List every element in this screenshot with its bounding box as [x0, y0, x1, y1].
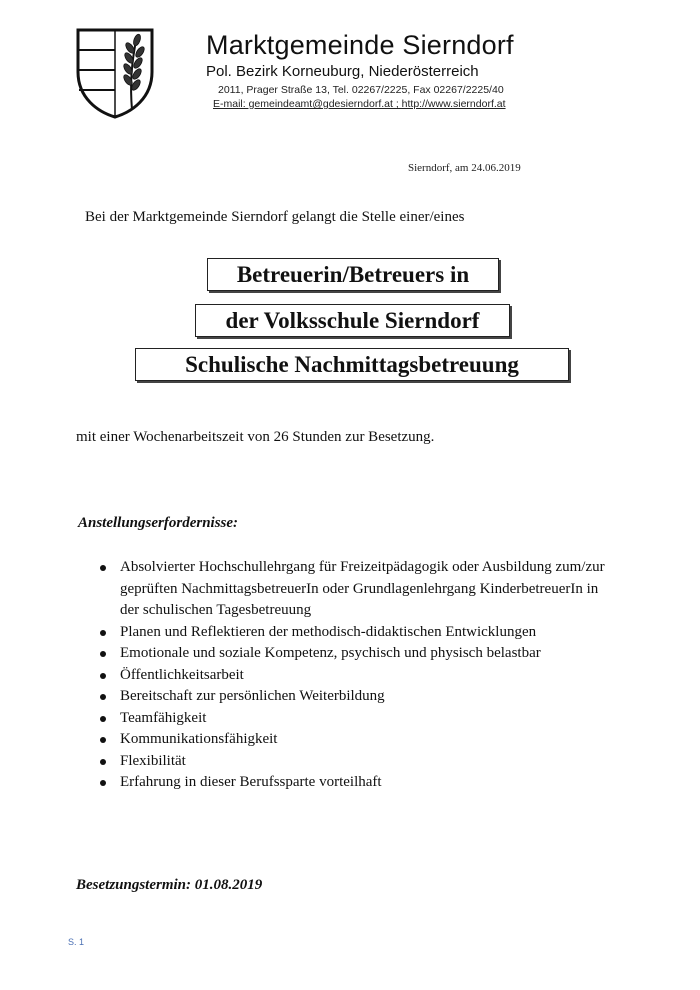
organization-name: Marktgemeinde Sierndorf	[206, 30, 514, 60]
list-item-text: Erfahrung in dieser Berufssparte vorteilhaft	[120, 774, 382, 790]
list-item-text: Öffentlichkeitsarbeit	[120, 666, 244, 683]
list-item	[100, 751, 620, 773]
list-item	[100, 729, 620, 751]
list-item	[100, 622, 620, 644]
place-date: Sierndorf, am 24.06.2019	[408, 162, 521, 174]
list-item-text: Planen und Reflektieren der methodisch-didaktischen Entwicklungen	[120, 623, 537, 640]
requirements-heading: Anstellungserfordernisse:	[78, 515, 239, 531]
intro-text: Bei der Marktgemeinde Sierndorf gelangt die Stelle einer/eines	[85, 209, 465, 225]
requirements-list	[100, 557, 620, 794]
bullet-icon	[100, 716, 106, 722]
bullet-icon	[100, 630, 106, 636]
list-item-text: Bereitschaft zur persönlichen Weiterbildung	[120, 688, 385, 704]
bullet-icon	[100, 651, 106, 657]
bullet-icon	[100, 565, 106, 571]
bullet-icon	[100, 737, 106, 743]
list-item-text: Kommunikationsfähigkeit	[120, 731, 278, 747]
heading-box-position: Betreuerin/Betreuers in	[207, 258, 499, 291]
worktime-text: mit einer Wochenarbeitszeit von 26 Stunden zur Besetzung.	[76, 429, 435, 445]
list-item	[100, 557, 620, 622]
bullet-icon	[100, 673, 106, 679]
bullet-icon	[100, 780, 106, 786]
list-item	[100, 686, 620, 708]
list-item-text: Flexibilität	[120, 752, 186, 769]
list-item	[100, 665, 620, 687]
page-number: S. 1	[68, 937, 85, 947]
list-item-text: Teamfähigkeit	[120, 709, 207, 726]
list-item-text: Absolvierter Hochschullehrgang für Freizeitpädagogik oder Ausbildung zum/zur geprüften NachmittagsbetreuerIn oder Grundlagenlehrgang KinderbetreuerIn in der schulischen Tagesbetreuung	[120, 559, 605, 618]
heading-box-program: Schulische Nachmittagsbetreuung	[135, 348, 569, 381]
list-item	[100, 772, 620, 794]
start-date: Besetzungstermin: 01.08.2019	[76, 877, 263, 893]
heading-box-school: der Volksschule Sierndorf	[195, 304, 510, 337]
bullet-icon	[100, 694, 106, 700]
list-item	[100, 708, 620, 730]
list-item-text: Emotionale und soziale Kompetenz, psychisch und physisch belastbar	[120, 645, 541, 661]
coat-of-arms-icon	[74, 26, 156, 120]
organization-district: Pol. Bezirk Korneuburg, Niederösterreich	[206, 63, 479, 80]
organization-address: 2011, Prager Straße 13, Tel. 02267/2225, Fax 02267/2225/40	[218, 84, 504, 96]
bullet-icon	[100, 759, 106, 765]
organization-contact-link[interactable]: E-mail: gemeindeamt@gdesierndorf.at ; http://www.sierndorf.at	[213, 98, 506, 110]
list-item	[100, 643, 620, 665]
